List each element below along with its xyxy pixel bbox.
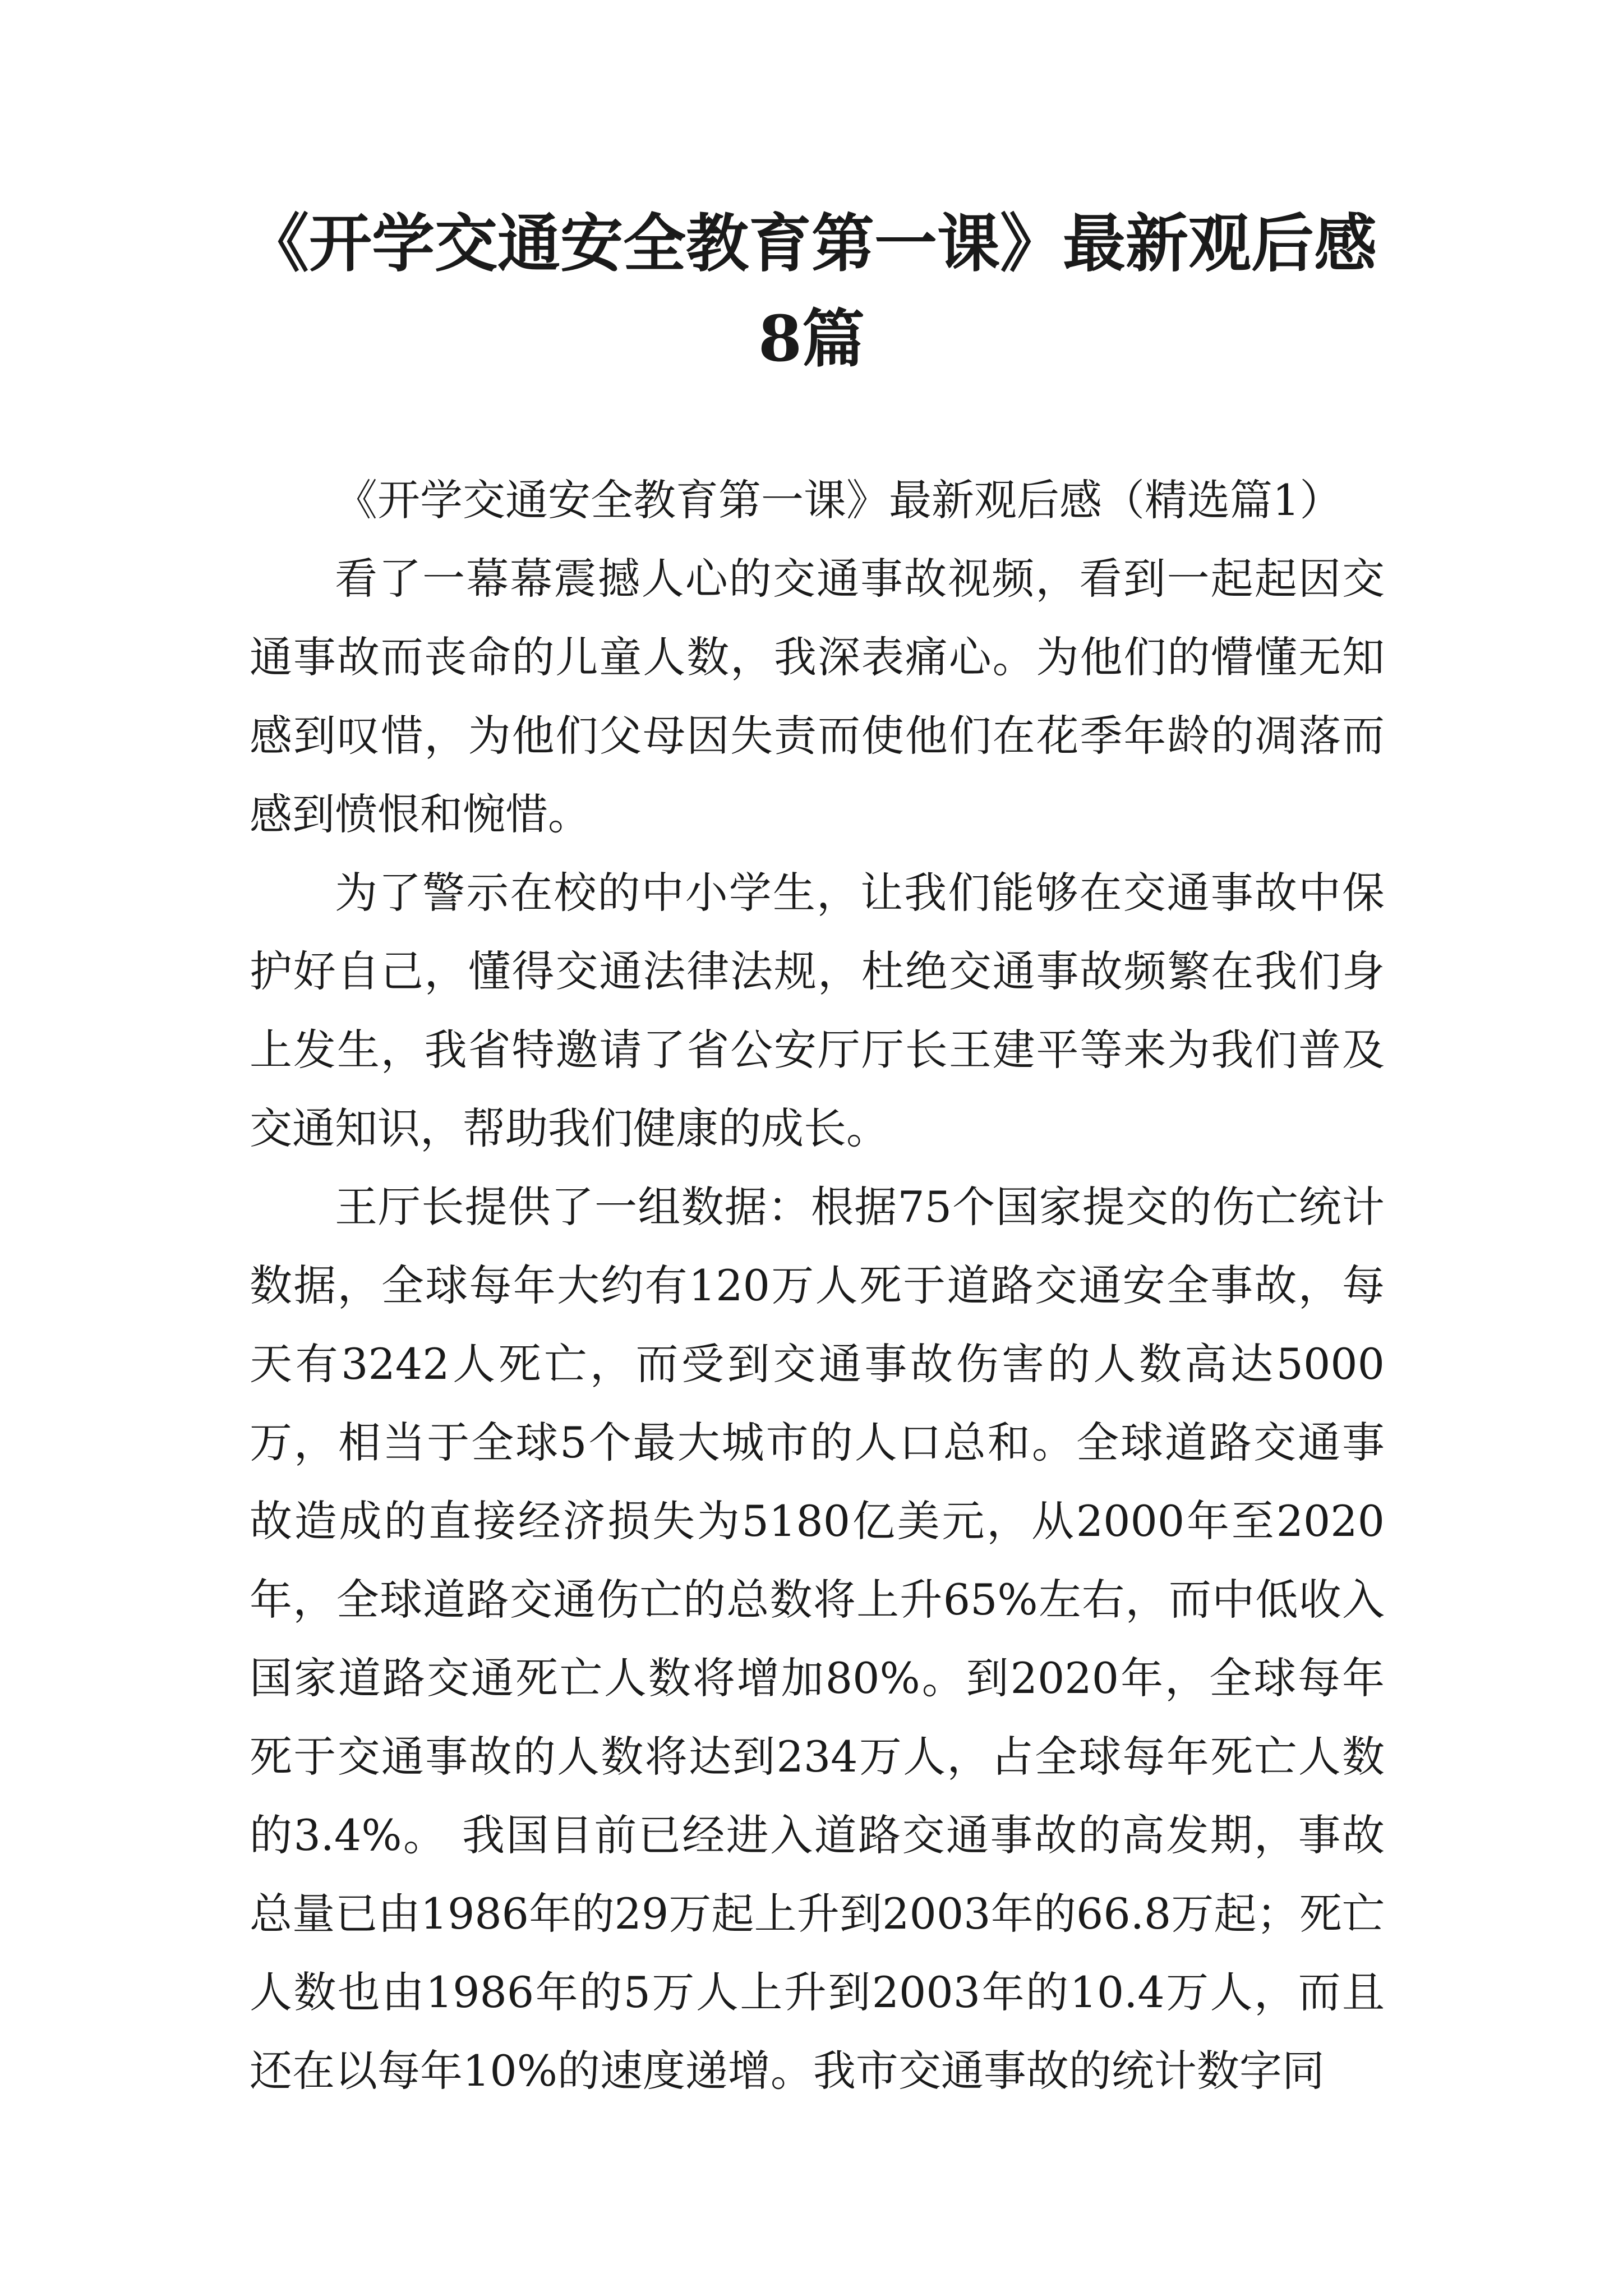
section-heading: 《开学交通安全教育第一课》最新观后感（精选篇1） bbox=[335, 475, 1343, 525]
document-body bbox=[250, 461, 1385, 2110]
paragraph-3: 王厅长提供了一组数据：根据75个国家提交的伤亡统计数据，全球每年大约有120万人死于道路交通安全事故，每天有3242人死亡，而受到交通事故伤害的人数高达5000万，相当于全球5个最大城市的人口总和。全球道路交通事故造成的直接经济损失为5180亿美元，从2000年至2020年，全球道路交通伤亡的总数将上升65%左右，而中低收入国家道路交通死亡人数将增加80%。到2020年，全球每年死于交通事故的人数将达到234万人，占全球每年死亡人数的3.4%。 我国目前已经进入道路交通事故的高发期，事故总量已由1986年的29万起上升到2003年的66.8万起；死亡人数也由1986年的5万人上升到2003年的10.4万人，而且还在以每年10%的速度递增。我市交通事故的统计数字同 bbox=[250, 1182, 1385, 2096]
document-title: 《开学交通安全教育第一课》最新观后感8篇 bbox=[246, 207, 1377, 376]
paragraph-2: 为了警示在校的中小学生，让我们能够在交通事故中保护好自己，懂得交通法律法规，杜绝交通事故频繁在我们身上发生，我省特邀请了省公安厅厅长王建平等来为我们普及交通知识，帮助我们健康的成长。 bbox=[250, 868, 1385, 1153]
paragraph-1: 看了一幕幕震撼人心的交通事故视频，看到一起起因交通事故而丧命的儿童人数，我深表痛心。为他们的懵懂无知感到叹惜，为他们父母因失责而使他们在花季年龄的凋落而感到愤恨和惋惜。 bbox=[250, 554, 1385, 839]
